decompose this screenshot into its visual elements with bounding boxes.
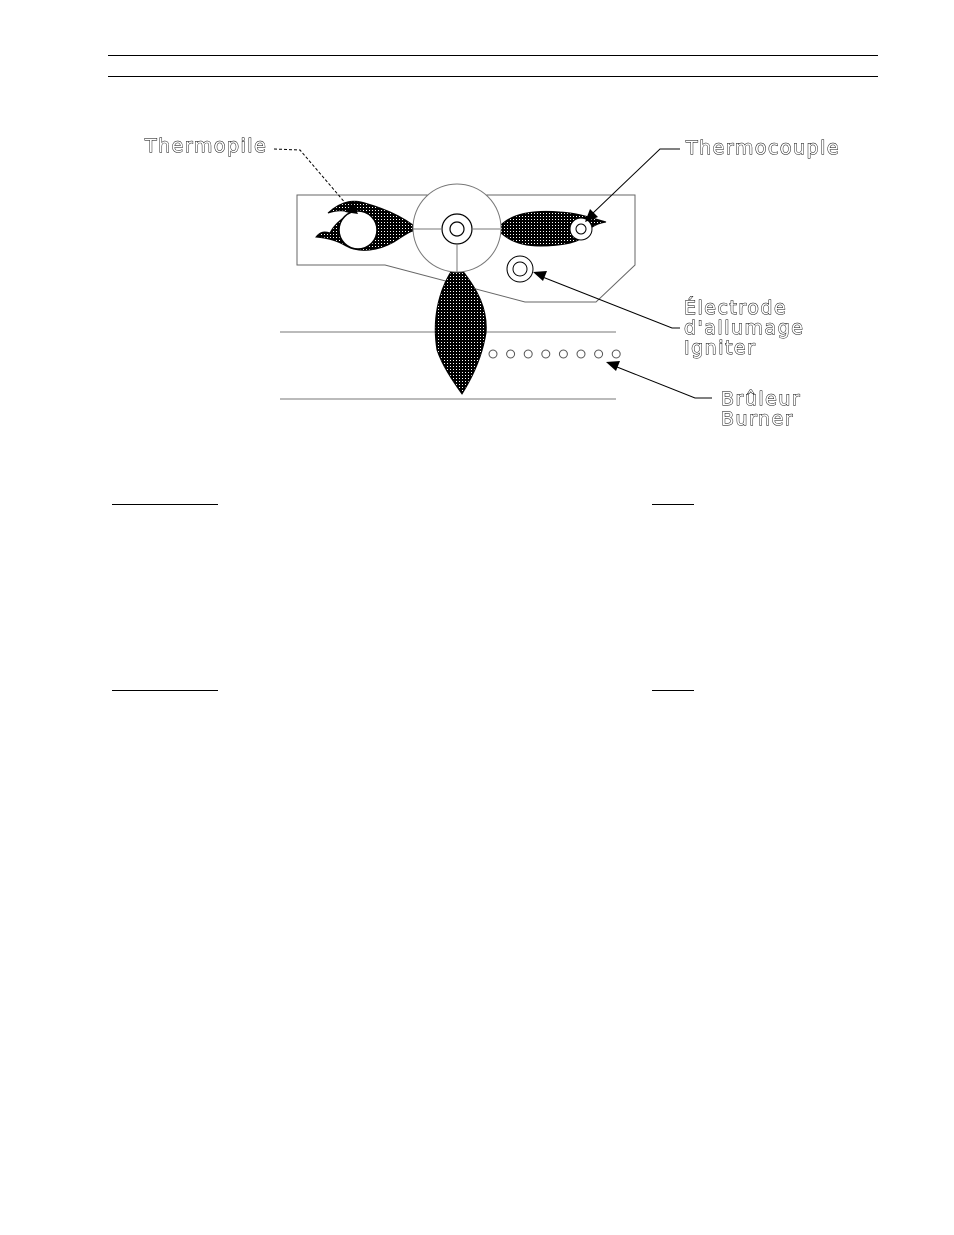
heading-underline-1-right [652, 504, 694, 505]
burner-port [577, 350, 585, 358]
burner-port [595, 350, 603, 358]
burner-port [542, 350, 550, 358]
label-igniter-en: Igniter [684, 337, 757, 359]
label-igniter-fr: Électrode [684, 297, 788, 319]
burner-ports [489, 350, 620, 358]
igniter-arrowhead [533, 271, 547, 281]
label-thermopile: Thermopile [145, 135, 268, 157]
burner-port [507, 350, 515, 358]
label-igniter-fr2: d'allumage [684, 317, 805, 339]
igniter-electrode-outer [507, 256, 533, 282]
thermocouple-tip-outer [570, 218, 592, 240]
heading-underline-2-left [112, 690, 218, 691]
flame-bottom [435, 270, 486, 394]
burner-port [524, 350, 532, 358]
burner-leader [612, 365, 712, 398]
burner-port [559, 350, 567, 358]
burner-port [489, 350, 497, 358]
label-burner-en: Burner [721, 408, 795, 430]
heading-underline-1-left [112, 504, 218, 505]
thermopile-probe [339, 211, 377, 249]
burner-port [612, 350, 620, 358]
pilot-hood-orifice [450, 222, 464, 236]
label-burner-fr: Brûleur [721, 388, 802, 410]
label-thermocouple: Thermocouple [686, 137, 841, 159]
thermocouple-leader [592, 149, 680, 214]
burner-arrowhead [606, 361, 620, 371]
heading-underline-2-right [652, 690, 694, 691]
thermopile-leader [274, 149, 347, 205]
